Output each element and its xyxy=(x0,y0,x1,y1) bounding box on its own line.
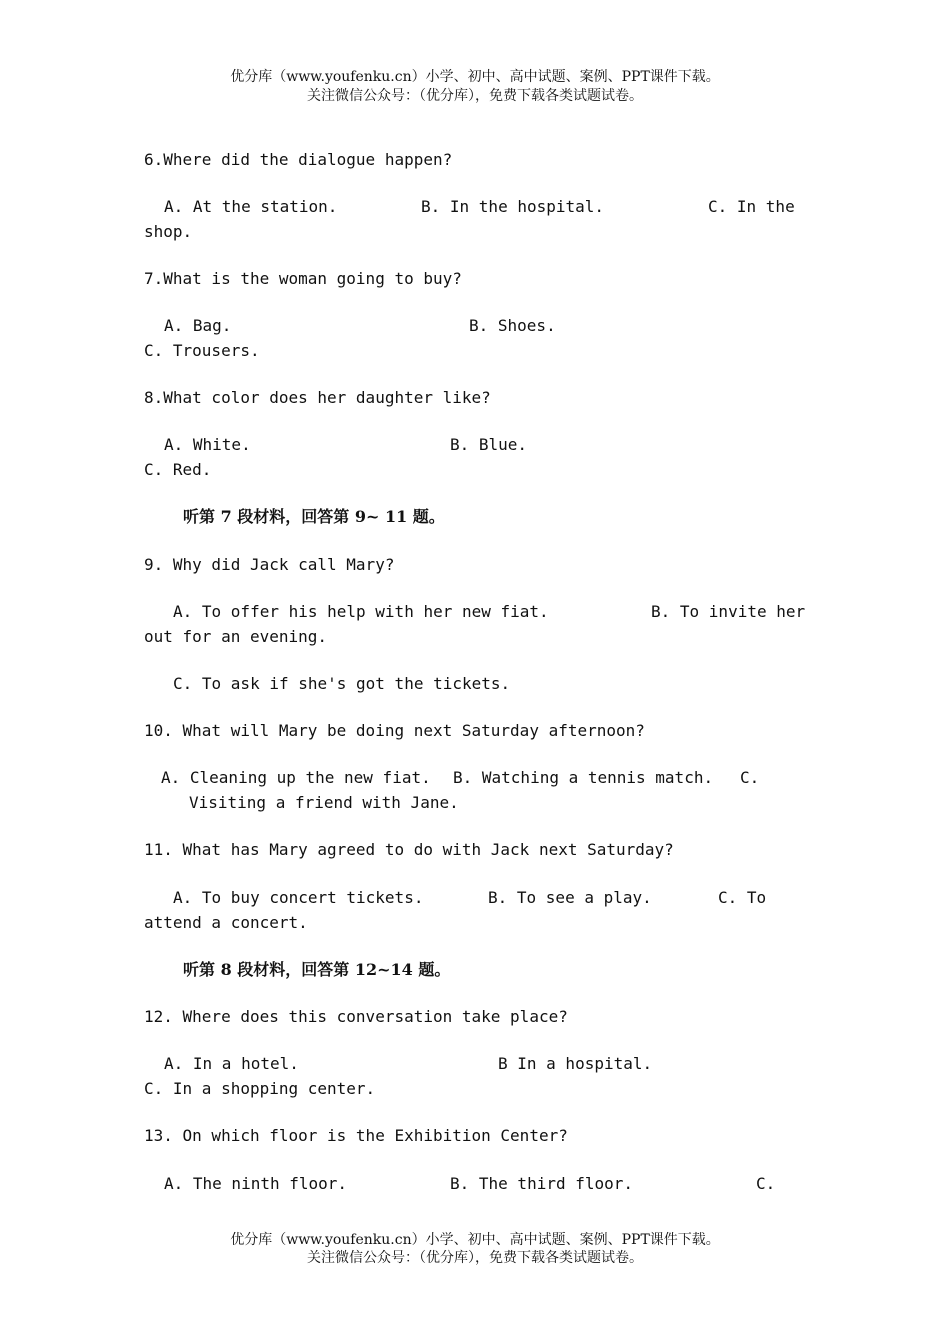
option-b: B. To see a play. xyxy=(488,888,652,907)
option-c: C. To xyxy=(718,888,767,907)
option-a: A. Cleaning up the new fiat. xyxy=(161,768,431,787)
option-c: C. xyxy=(756,1174,776,1193)
question-stem: 7.What is the woman going to buy? xyxy=(144,269,462,288)
option-b: B. Watching a tennis match. xyxy=(453,768,714,787)
option-a: A. The ninth floor. xyxy=(164,1174,348,1193)
question-stem: 6.Where did the dialogue happen? xyxy=(144,150,453,169)
option-a: A. White. xyxy=(164,435,251,454)
section-heading-8: 听第 8 段材料，回答第 12~14 题。 xyxy=(183,960,451,979)
option-a: A. Bag. xyxy=(164,316,232,335)
option-a: A. To offer his help with her new fiat. xyxy=(173,602,549,621)
header-line-2: 关注微信公众号：（优分库），免费下载各类试题试卷。 xyxy=(307,88,643,104)
question-stem: 10. What will Mary be doing next Saturday afternoon? xyxy=(144,721,645,740)
question-stem: 13. On which floor is the Exhibition Center? xyxy=(144,1126,568,1145)
option-b: B In a hospital. xyxy=(498,1054,653,1073)
option-c: C. To ask if she's got the tickets. xyxy=(173,674,511,693)
option-c-continued: Visiting a friend with Jane. xyxy=(189,793,459,812)
option-c: C. In a shopping center. xyxy=(144,1079,376,1098)
question-stem: 8.What color does her daughter like? xyxy=(144,388,491,407)
option-a: A. At the station. xyxy=(164,197,338,216)
footer-line-1: 优分库（www.youfenku.cn）小学、初中、高中试题、案例、PPT课件下载。 xyxy=(230,1232,720,1248)
option-b: B. Shoes. xyxy=(469,316,556,335)
option-c-continued: attend a concert. xyxy=(144,913,308,932)
option-b: B. Blue. xyxy=(450,435,528,454)
option-c: C. xyxy=(740,768,760,787)
footer-line-2: 关注微信公众号：（优分库），免费下载各类试题试卷。 xyxy=(307,1250,643,1266)
option-b-continued: out for an evening. xyxy=(144,627,328,646)
option-c-continued: shop. xyxy=(144,222,193,241)
question-stem: 12. Where does this conversation take place? xyxy=(144,1007,568,1026)
option-a: A. In a hotel. xyxy=(164,1054,299,1073)
question-stem: 11. What has Mary agreed to do with Jack next Saturday? xyxy=(144,840,674,859)
section-heading-7: 听第 7 段材料，回答第 9~ 11 题。 xyxy=(183,507,445,526)
option-b: B. To invite her xyxy=(651,602,806,621)
option-c: C. Red. xyxy=(144,460,212,479)
option-c: C. In the xyxy=(708,197,795,216)
option-b: B. In the hospital. xyxy=(421,197,605,216)
option-c: C. Trousers. xyxy=(144,341,260,360)
option-a: A. To buy concert tickets. xyxy=(173,888,424,907)
option-b: B. The third floor. xyxy=(450,1174,634,1193)
question-stem: 9. Why did Jack call Mary? xyxy=(144,555,395,574)
header-line-1: 优分库（www.youfenku.cn）小学、初中、高中试题、案例、PPT课件下载。 xyxy=(230,69,720,85)
